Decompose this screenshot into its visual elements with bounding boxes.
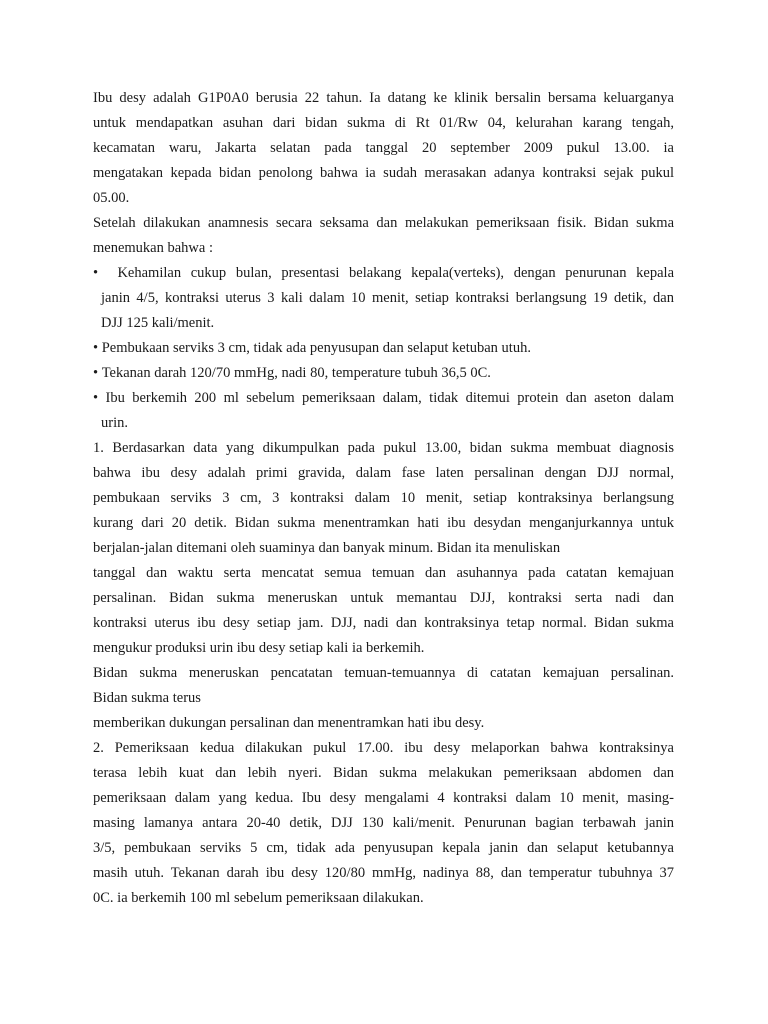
bullet-text: Tekanan darah 120/70 mmHg, nadi 80, temperature tubuh 36,5 0C. [101,365,491,381]
intro-paragraph [93,86,674,211]
text-line: masing lamanya antara 20-40 detik, DJJ 130 kali/menit. Penurunan bagian terbawah janin [93,815,674,831]
bullet-marker: • [93,265,99,281]
text-line: 2. Pemeriksaan kedua dilakukan pukul 17.00. ibu desy melaporkan bahwa kontraksinya [93,740,674,756]
bullet-marker: • [93,365,99,381]
text-line: 3/5, pembukaan serviks 5 cm, tidak ada penyusupan kepala janin dan selaput ketubannya [93,840,674,856]
text-line: pemeriksaan dalam yang kedua. Ibu desy mengalami 4 kontraksi dalam 10 menit, masing- [93,790,674,806]
bullet-text: Ibu berkemih 200 ml sebelum pemeriksaan dalam, tidak ditemui protein dan aseton dalam [105,390,675,406]
bullet-item [93,386,674,436]
text-line: Bidan sukma meneruskan pencatatan temuan-temuannya di catatan kemajuan persalinan. [93,665,674,681]
text-line: Setelah dilakukan anamnesis secara seksama dan melakukan pemeriksaan fisik. Bidan sukma [93,215,674,231]
text-line: kecamatan waru, Jakarta selatan pada tanggal 20 september 2009 pukul 13.00. ia [93,140,674,156]
text-line: terasa lebih kuat dan lebih nyeri. Bidan sukma melakukan pemeriksaan abdomen dan [93,765,674,781]
text-line [93,261,674,286]
bullet-text: Kehamilan cukup bulan, presentasi belakang kepala(verteks), dengan penurunan kepala [117,265,675,281]
diagnosis-paragraph [93,436,674,561]
second-exam-paragraph [93,736,674,911]
bullet-text: Pembukaan serviks 3 cm, tidak ada penyusupan dan selaput ketuban utuh. [101,340,531,356]
support-paragraph [93,711,674,736]
text-line: Bidan sukma terus [93,690,201,706]
text-line: 0C. ia berkemih 100 ml sebelum pemeriksaan dilakukan. [93,890,424,906]
text-line: pembukaan serviks 3 cm, 3 kontraksi dalam 10 menit, setiap kontraksinya berlangsung [93,490,674,506]
text-line: berjalan-jalan ditemani oleh suaminya dan banyak minum. Bidan ita menuliskan [93,540,561,556]
text-line: untuk mendapatkan asuhan dari bidan sukma di Rt 01/Rw 04, kelurahan karang tengah, [93,115,674,131]
text-line: 05.00. [93,190,130,206]
text-line: urin. [101,415,128,431]
text-line: Ibu desy adalah G1P0A0 berusia 22 tahun. Ia datang ke klinik bersalin bersama keluarganya [93,90,674,106]
text-line: masih utuh. Tekanan darah ibu desy 120/80 mmHg, nadinya 88, dan temperatur tubuhnya 37 [93,865,674,881]
monitoring-paragraph [93,561,674,661]
bullet-marker: • [93,340,99,356]
document-body [93,86,674,911]
text-line: tanggal dan waktu serta mencatat semua temuan dan asuhannya pada catatan kemajuan [93,565,674,581]
text-line: 1. Berdasarkan data yang dikumpulkan pada pukul 13.00, bidan sukma membuat diagnosis [93,440,674,456]
text-line: bahwa ibu desy adalah primi gravida, dalam fase laten persalinan dengan DJJ normal, [93,465,674,481]
text-line: menemukan bahwa : [93,240,213,256]
bullet-item [93,336,674,361]
text-line: mengukur produksi urin ibu desy setiap kali ia berkemih. [93,640,425,656]
text-line: DJJ 125 kali/menit. [101,315,215,331]
text-line [93,386,674,411]
text-line: kurang dari 20 detik. Bidan sukma menentramkan hati ibu desydan menganjurkannya untuk [93,515,674,531]
text-line: kontraksi uterus ibu desy setiap jam. DJJ, nadi dan kontraksinya tetap normal. Bidan sukma [93,615,674,631]
findings-intro-paragraph [93,211,674,261]
text-line [93,336,674,361]
text-line: mengatakan kepada bidan penolong bahwa ia sudah merasakan adanya kontraksi sejak pukul [93,165,674,181]
text-line: memberikan dukungan persalinan dan menentramkan hati ibu desy. [93,715,485,731]
text-line [93,361,674,386]
bullet-marker: • [93,390,99,406]
text-line: janin 4/5, kontraksi uterus 3 kali dalam 10 menit, setiap kontraksi berlangsung 19 detik, dan [101,290,674,306]
recording-paragraph [93,661,674,711]
text-line: persalinan. Bidan sukma meneruskan untuk memantau DJJ, kontraksi serta nadi dan [93,590,674,606]
bullet-item [93,261,674,336]
bullet-item [93,361,674,386]
